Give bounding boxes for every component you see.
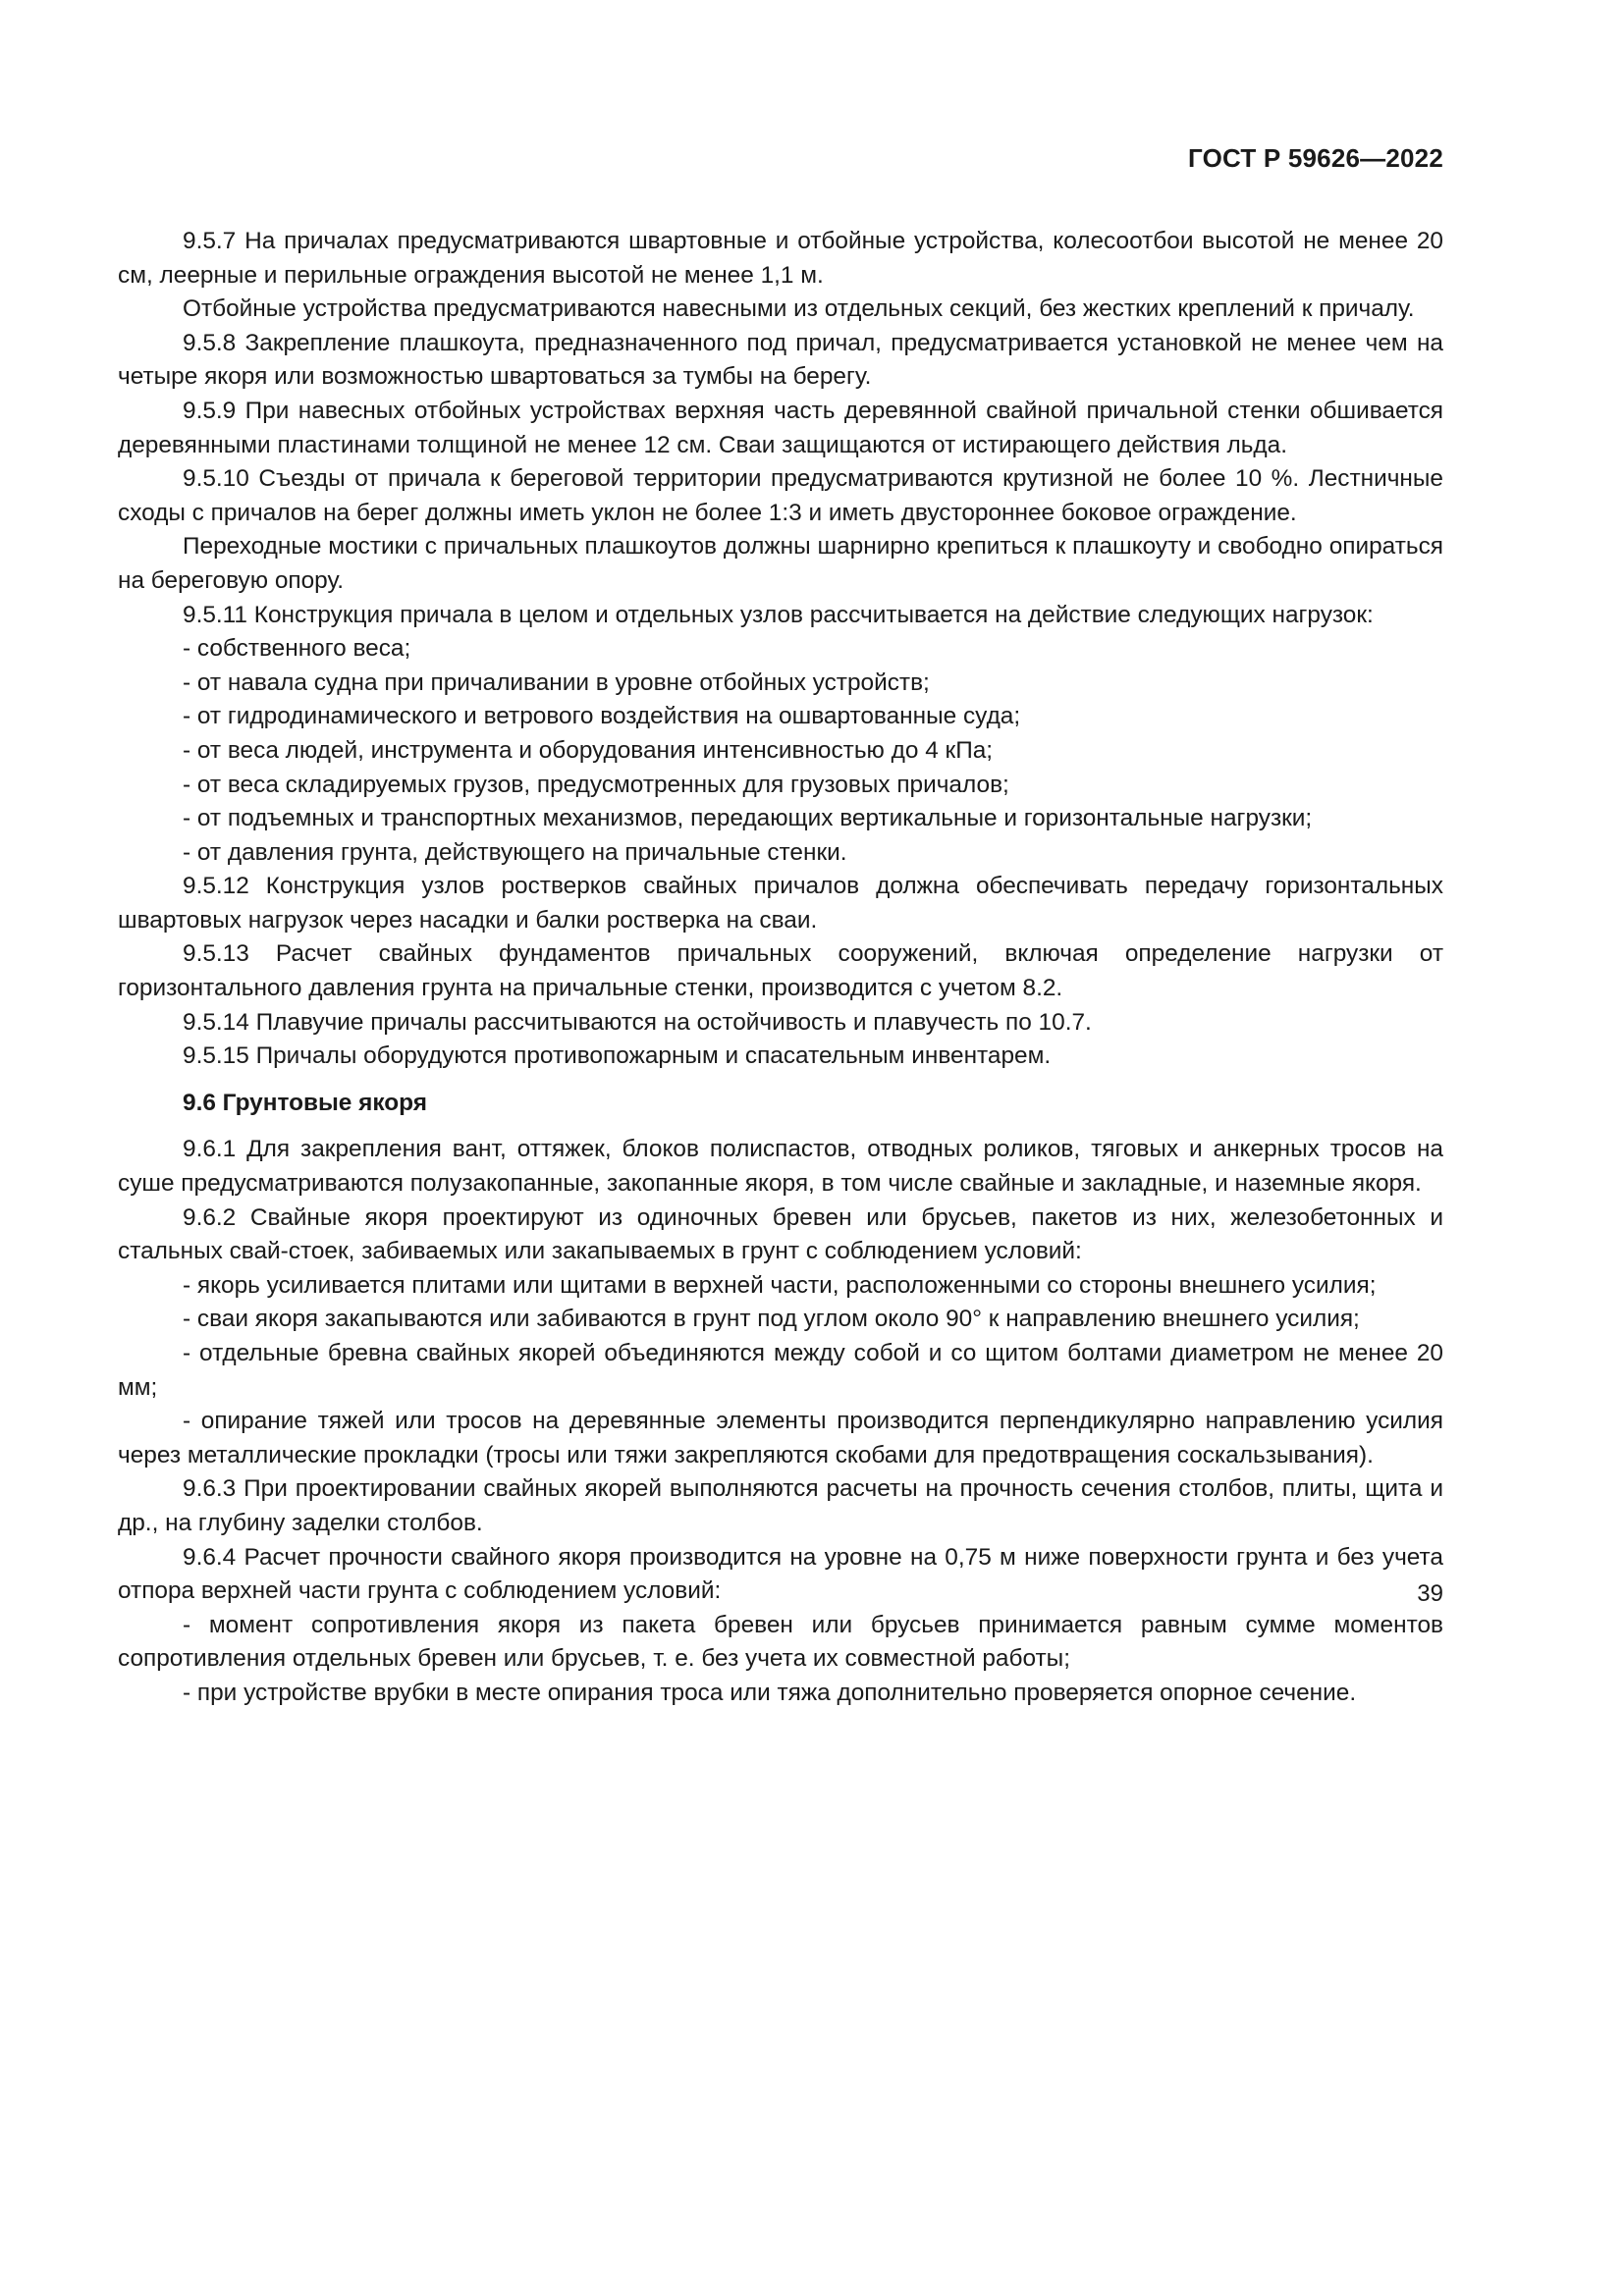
list-item: - сваи якоря закапываются или забиваются в грунт под углом около 90° к направлению внешнего усилия; bbox=[183, 1306, 1360, 1333]
paragraph: Отбойные устройства предусматриваются навесными из отдельных секций, без жестких креплений к причалу. bbox=[183, 295, 1415, 323]
list-item: - собственного веса; bbox=[183, 635, 411, 663]
paragraph: 9.6.1 Для закрепления вант, оттяжек, блоков полиспастов, отводных роликов, тяговых и анкерных тросов на суше предусматриваются полузакопанные, закопанные якоря, в том числе свайные и закладные, и наземные якоря. bbox=[118, 1136, 1443, 1198]
paragraph: 9.5.7 На причалах предусматриваются швартовные и отбойные устройства, колесоотбои высотой не менее 20 см, леерные и перильные ограждения высотой не менее 1,1 м. bbox=[118, 228, 1443, 289]
list-item: - от навала судна при причаливании в уровне отбойных устройств; bbox=[183, 668, 930, 696]
list-item: - от веса людей, инструмента и оборудования интенсивностью до 4 кПа; bbox=[183, 736, 994, 764]
list-item: - якорь усиливается плитами или щитами в верхней части, расположенными со стороны внешнего усилия; bbox=[183, 1271, 1377, 1299]
list-item: - опирание тяжей или тросов на деревянные элементы производится перпендикулярно направлению усилия через металлические прокладки (тросы или тяжи закрепляются скобами для предотвращения соскальзывания). bbox=[118, 1408, 1443, 1468]
page-number: 39 bbox=[1417, 1580, 1443, 1607]
paragraph: 9.6.4 Расчет прочности свайного якоря производится на уровне на 0,75 м ниже поверхности грунта и без учета отпора верхней части грунта с соблюдением условий: bbox=[118, 1543, 1443, 1605]
list-item: - момент сопротивления якоря из пакета бревен или брусьев принимается равным сумме моментов сопротивления отдельных бревен или брусьев, т. е. без учета их совместной работы; bbox=[118, 1611, 1443, 1673]
list-item: - при устройстве врубки в месте опирания троса или тяжа дополнительно проверяется опорное сечение. bbox=[183, 1679, 1357, 1706]
list-item: - от гидродинамического и ветрового воздействия на ошвартованные суда; bbox=[183, 703, 1021, 730]
list-item: - от подъемных и транспортных механизмов, передающих вертикальные и горизонтальные нагрузки; bbox=[183, 805, 1313, 832]
paragraph: 9.5.11 Конструкция причала в целом и отдельных узлов рассчитывается на действие следующих нагрузок: bbox=[183, 601, 1374, 628]
paragraph: 9.6.2 Свайные якоря проектируют из одиночных бревен или брусьев, пакетов из них, железобетонных и стальных свай-стоек, забиваемых или закапываемых в грунт с соблюдением условий: bbox=[118, 1203, 1443, 1265]
list-item: - от давления грунта, действующего на причальные стенки. bbox=[183, 838, 847, 866]
document-body bbox=[118, 225, 1443, 1711]
paragraph: Переходные мостики с причальных плашкоутов должны шарнирно крепиться к плашкоуту и свободно опираться на береговую опору. bbox=[118, 533, 1443, 594]
list-item: - отдельные бревна свайных якорей объединяются между собой и со щитом болтами диаметром не менее 20 мм; bbox=[118, 1340, 1443, 1401]
paragraph: 9.5.12 Конструкция узлов ростверков свайных причалов должна обеспечивать передачу горизонтальных швартовых нагрузок через насадки и балки ростверка на сваи. bbox=[118, 873, 1443, 934]
paragraph: 9.5.14 Плавучие причалы рассчитываются на остойчивость и плавучесть по 10.7. bbox=[183, 1008, 1092, 1036]
document-header bbox=[118, 143, 1443, 174]
document-id: ГОСТ Р 59626—2022 bbox=[1188, 143, 1443, 173]
paragraph: 9.5.8 Закрепление плашкоута, предназначенного под причал, предусматривается установкой не менее чем на четыре якоря или возможностью швартоваться за тумбы на берегу. bbox=[118, 329, 1443, 391]
paragraph: 9.5.15 Причалы оборудуются противопожарным и спасательным инвентарем. bbox=[183, 1042, 1052, 1070]
paragraph: 9.5.13 Расчет свайных фундаментов причальных сооружений, включая определение нагрузки от горизонтального давления грунта на причальные стенки, производится с учетом 8.2. bbox=[118, 940, 1443, 1002]
list-item: - от веса складируемых грузов, предусмотренных для грузовых причалов; bbox=[183, 771, 1009, 798]
section-heading: 9.6 Грунтовые якоря bbox=[183, 1089, 427, 1116]
paragraph: 9.6.3 При проектировании свайных якорей выполняются расчеты на прочность сечения столбов, плиты, щита и др., на глубину заделки столбов. bbox=[118, 1475, 1443, 1536]
paragraph: 9.5.9 При навесных отбойных устройствах верхняя часть деревянной свайной причальной стенки обшивается деревянными пластинами толщиной не менее 12 см. Сваи защищаются от истирающего действия льда. bbox=[118, 397, 1443, 458]
paragraph: 9.5.10 Съезды от причала к береговой территории предусматриваются крутизной не более 10 %. Лестничные сходы с причалов на берег должны иметь уклон не более 1:3 и иметь двустороннее боковое ограждение. bbox=[118, 465, 1443, 526]
